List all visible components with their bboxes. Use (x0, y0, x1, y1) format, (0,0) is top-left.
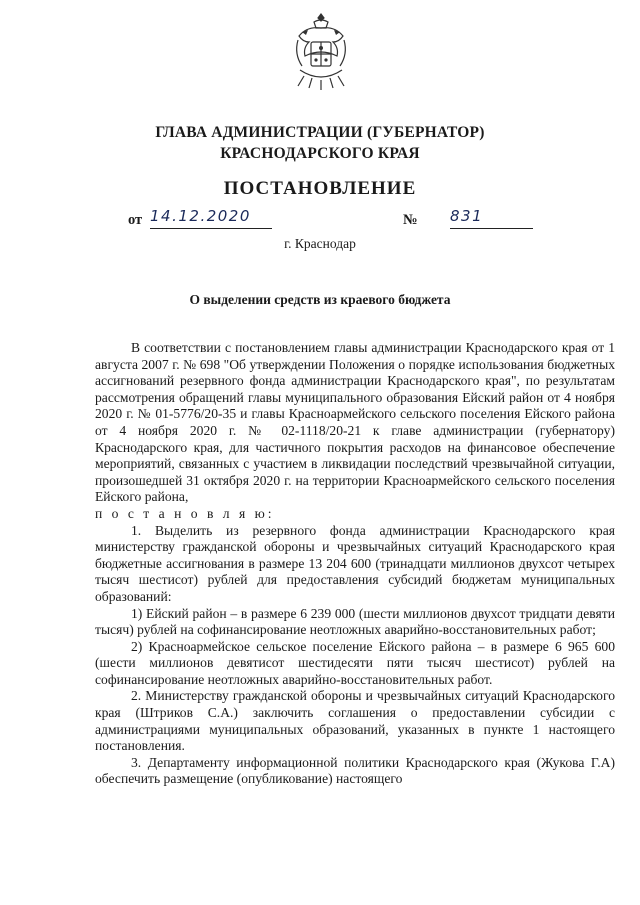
item-2-paragraph: 2. Министерству гражданской обороны и чрезвычайных ситуаций Краснодарского края (Штриков С.А.) заключить соглашения о предоставлении субсидии с администрациями муниципальных образований, указанных в пункте 1 настоящего постановления. (95, 688, 615, 754)
issuer-title: ГЛАВА АДМИНИСТРАЦИИ (ГУБЕРНАТОР) (155, 124, 485, 141)
decree-word: п о с т а н о в л я ю: (95, 505, 275, 521)
number-value: 831 (450, 207, 484, 225)
coat-of-arms-icon (290, 12, 352, 92)
date-value: 14.12.2020 (150, 207, 251, 225)
number-label: № (403, 212, 418, 228)
item-1-paragraph: 1. Выделить из резервного фонда администрации Краснодарского края министерству гражданской обороны и чрезвычайных ситуаций Краснодарского края бюджетные ассигнования в размере 13 204 600 (тринадцати миллионов двухсот четырех тысяч шестисот) рублей для предоставления субсидий бюджетам муниципальных образований: (95, 522, 615, 604)
number-underline (450, 228, 533, 229)
document-body (95, 340, 615, 788)
date-underline (150, 228, 272, 229)
date-label: от (128, 212, 143, 228)
preamble-paragraph: В соответствии с постановлением главы администрации Краснодарского края от 1 августа 2007 г. № 698 "Об утверждении Положения о порядке использования бюджетных ассигнований резервного фонда администрации Краснодарского края", по результатам рассмотрения обращений главы муниципального образования Ейский район от 4 ноября 2020 г. № 01-5776/20-35 и главы Красноармейского сельского поселения Ейского района от 4 ноября 2020 г. № 02-1118/20-21 к главе администрации (губернатору) Краснодарского края, для частичного покрытия расходов на финансовое обеспечение мероприятий, связанных с участием в ликвидации последствий чрезвычайной ситуации, произошедшей 31 октября 2020 г. на территории Красноармейского сельского поселения Ейского района, (95, 340, 615, 505)
document-type: ПОСТАНОВЛЕНИЕ (223, 178, 417, 199)
item-3-paragraph: 3. Департаменту информационной политики Краснодарского края (Жукова Г.А) обеспечить размещение (опубликование) настоящего (95, 754, 615, 787)
item-1-2-paragraph: 2) Красноармейское сельское поселение Ейского района – в размере 6 965 600 (шести миллионов девятисот шестидесяти пяти тысяч шестисот) рублей на софинансирование неотложных аварийно-восстановительных работ. (95, 638, 615, 687)
city: г. Краснодар (284, 236, 356, 251)
document-subject: О выделении средств из краевого бюджета (189, 292, 451, 307)
issuer-region: КРАСНОДАРСКОГО КРАЯ (220, 145, 420, 162)
item-1-1-paragraph: 1) Ейский район – в размере 6 239 000 (шести миллионов двухсот тридцати девяти тысяч) рублей на софинансирование неотложных аварийно-восстановительных работ; (95, 605, 615, 638)
